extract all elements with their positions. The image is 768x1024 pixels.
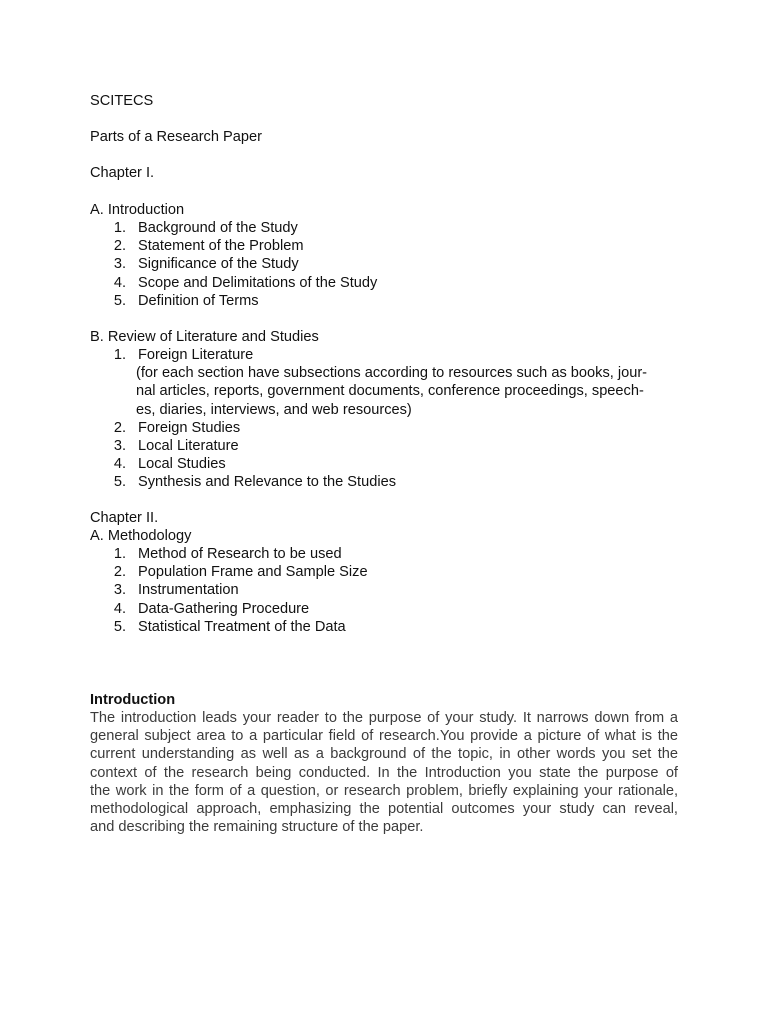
list-number: 3. — [113, 437, 126, 454]
list-text: Instrumentation — [138, 582, 239, 599]
list-text: Scope and Delimitations of the Study — [138, 274, 378, 291]
list-text: Local Literature — [138, 437, 239, 454]
list-text: Foreign Studies — [138, 419, 241, 436]
list-text: Significance of the Study — [138, 256, 299, 273]
list-item — [90, 455, 676, 473]
list-item — [90, 437, 676, 455]
list-number: 5. — [113, 292, 126, 309]
list-item — [90, 292, 377, 310]
list-item — [90, 545, 368, 563]
list-item — [90, 237, 377, 255]
review-outline-list — [90, 346, 676, 492]
introduction-outline-list — [90, 219, 377, 310]
paragraph-line: general subject area to a particular field of research.You provide a picture of what is the — [90, 728, 678, 745]
list-text: Definition of Terms — [138, 292, 259, 309]
list-item — [90, 563, 368, 581]
list-number: 1. — [113, 220, 126, 236]
list-text: Synthesis and Relevance to the Studies — [138, 474, 396, 491]
list-number: 1. — [113, 546, 126, 562]
list-item — [90, 274, 377, 292]
paragraph-line: methodological approach, emphasizing the potential outcomes your study can reveal, — [90, 800, 678, 817]
list-number: 2. — [113, 419, 126, 436]
list-text: Method of Research to be used — [138, 546, 342, 562]
list-number: 2. — [113, 238, 126, 255]
introduction-heading: Introduction — [90, 692, 176, 708]
paragraph-line: context of the research being conducted. In the Introduction you state the purpose of — [90, 764, 678, 781]
list-item — [90, 255, 377, 273]
chapter-2-label: Chapter II. — [90, 510, 159, 526]
paragraph-line: the work in the form of a question, or research problem, briefly explaining your rationale, — [90, 782, 678, 799]
list-text: Data-Gathering Procedure — [138, 600, 310, 617]
methodology-outline-list — [90, 545, 368, 636]
subject-heading: SCITECS — [90, 93, 154, 109]
paragraph-line: and describing the remaining structure of the paper. — [90, 819, 424, 836]
list-item — [90, 473, 676, 491]
list-item — [90, 581, 368, 599]
list-text: Local Studies — [138, 456, 226, 473]
paragraph-line: current understanding as well as a background of the topic, in other words you set the — [90, 746, 678, 763]
list-number: 3. — [113, 582, 126, 599]
list-text: Background of the Study — [138, 220, 298, 236]
section-b-review-heading: B. Review of Literature and Studies — [90, 329, 319, 345]
note-line: es, diaries, interviews, and web resources) — [136, 401, 412, 418]
chapter-1-label: Chapter I. — [90, 165, 155, 181]
list-item — [90, 419, 676, 437]
list-item — [90, 618, 368, 636]
subsection-note — [90, 364, 676, 419]
list-item — [90, 219, 377, 237]
note-line: (for each section have subsections according to resources such as books, jour- — [136, 365, 648, 382]
paragraph-line: The introduction leads your reader to the purpose of your study. It narrows down from a — [90, 710, 678, 726]
list-text: Foreign Literature — [138, 347, 254, 363]
list-number: 4. — [113, 456, 126, 473]
page-title: Parts of a Research Paper — [90, 129, 262, 145]
list-text: Population Frame and Sample Size — [138, 564, 368, 581]
list-number: 2. — [113, 564, 126, 581]
list-number: 4. — [113, 600, 126, 617]
section-a-methodology-heading: A. Methodology — [90, 528, 192, 544]
list-item — [90, 600, 368, 618]
list-text: Statement of the Problem — [138, 238, 304, 255]
note-line: nal articles, reports, government documents, conference proceedings, speech- — [136, 383, 644, 400]
list-number: 1. — [113, 347, 126, 363]
list-item — [90, 346, 676, 364]
list-number: 4. — [113, 274, 126, 291]
section-a-introduction-heading: A. Introduction — [90, 202, 185, 218]
introduction-paragraph — [90, 709, 678, 836]
list-number: 5. — [113, 474, 126, 491]
list-number: 5. — [113, 618, 126, 635]
list-number: 3. — [113, 256, 126, 273]
list-text: Statistical Treatment of the Data — [138, 618, 346, 635]
